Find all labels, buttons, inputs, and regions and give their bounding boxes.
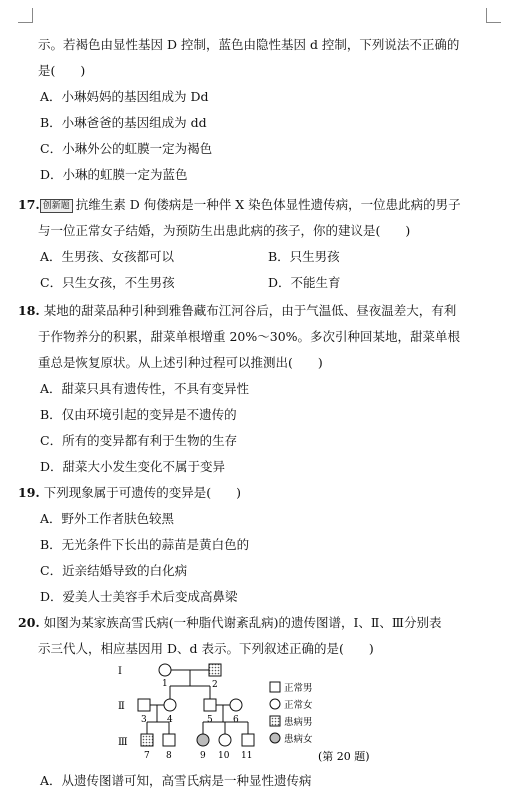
q19-line1: [18, 484, 241, 502]
q18-option-d: D．甜菜大小发生变化不属于变异: [40, 459, 226, 474]
q19-option-d: D．爱美人士美容手术后变成高鼻梁: [40, 589, 238, 604]
q20-text1: 如图为某家族高雪氏病(一种脂代谢紊乱病)的遗传图谱，Ⅰ、Ⅱ、Ⅲ分别表: [43, 615, 442, 630]
q18-text1: 某地的甜菜品种引种到雅鲁藏布江河谷后，由于气温低、昼夜温差大，有利: [43, 303, 457, 318]
id-label-7: 7: [144, 751, 150, 761]
id-label-9: 9: [200, 751, 206, 761]
individual-8-normal-male: [163, 734, 175, 746]
q19-number: 19.: [18, 485, 40, 500]
q20-line2: 示三代人，相应基因用 D、d 表示。下列叙述正确的是( ): [38, 641, 374, 656]
innovation-tag: 创新题: [40, 199, 73, 213]
q18-line1: [18, 302, 456, 320]
id-label-2: 2: [212, 680, 218, 690]
legend-normal-female-symbol: [270, 699, 280, 709]
pedigree-chart: [112, 660, 432, 776]
individual-5-normal-male: [204, 699, 216, 711]
q18-line3: 重总是恢复原状。从上述引种过程可以推测出( ): [38, 355, 323, 370]
q18-line2: 于作物养分的积累，甜菜单根增重 20%～30%。多次引种回某地，甜菜单根: [38, 329, 461, 344]
q16-option-a: A．小琳妈妈的基因组成为 Dd: [40, 89, 209, 104]
id-label-3: 3: [141, 715, 147, 725]
legend-normal-female: 正常女: [284, 700, 313, 711]
legend-normal-male-symbol: [270, 682, 280, 692]
q18-number: 18.: [18, 303, 40, 318]
individual-10-normal-female: [219, 734, 231, 746]
q18-option-a: A．甜菜只具有遗传性，不具有变异性: [40, 381, 250, 396]
legend-affected-female-symbol: [270, 733, 280, 743]
id-label-11: 11: [241, 751, 253, 761]
legend-normal-male: 正常男: [284, 683, 313, 694]
individual-3-normal-male: [138, 699, 150, 711]
legend-affected-male-symbol: [270, 716, 280, 726]
id-label-10: 10: [218, 751, 230, 761]
individual-7-affected-male: [141, 734, 153, 746]
q18-option-c: C．所有的变异都有利于生物的生存: [40, 433, 238, 448]
id-label-6: 6: [233, 715, 239, 725]
q17-option-a: A．生男孩、女孩都可以: [40, 249, 175, 264]
id-label-5: 5: [207, 715, 213, 725]
q17-text1: 抗维生素 D 佝偻病是一种伴 X 染色体显性遗传病，一位患此病的男子: [75, 197, 461, 212]
q16-line1: 示。若褐色由显性基因 D 控制，蓝色由隐性基因 d 控制，下列说法不正确的: [38, 37, 460, 52]
q19-text1: 下列现象属于可遗传的变异是( ): [43, 485, 241, 500]
figure-caption: (第 20 题): [318, 750, 370, 763]
q17-option-c: C．只生女孩，不生男孩: [40, 275, 175, 290]
generation-label-1: Ⅰ: [118, 666, 122, 677]
q17-number: 17.: [18, 197, 40, 212]
individual-9-affected-female: [197, 734, 209, 746]
q16-line2: 是( ): [38, 63, 86, 78]
individual-11-normal-male: [242, 734, 254, 746]
id-label-4: 4: [167, 715, 173, 725]
q20-number: 20.: [18, 615, 40, 630]
page-corner-mark-right: [486, 8, 501, 23]
generation-label-2: Ⅱ: [118, 701, 125, 712]
individual-4-normal-female: [164, 699, 176, 711]
q18-option-b: B．仅由环境引起的变异是不遗传的: [40, 407, 237, 422]
q17-line1: [18, 196, 461, 214]
legend-affected-female: 患病女: [284, 734, 313, 745]
individual-2-affected-male: [209, 664, 221, 676]
individual-1-normal-female: [159, 664, 171, 676]
q16-option-d: D．小琳的虹膜一定为蓝色: [40, 167, 188, 182]
q16-option-b: B．小琳爸爸的基因组成为 dd: [40, 115, 207, 130]
q17-line2: 与一位正常女子结婚，为预防生出患此病的孩子，你的建议是( ): [38, 223, 411, 238]
q19-option-a: A．野外工作者肤色较黑: [40, 511, 175, 526]
q16-option-c: C．小琳外公的虹膜一定为褐色: [40, 141, 213, 156]
q19-option-b: B．无光条件下长出的蒜苗是黄白色的: [40, 537, 250, 552]
q19-option-c: C．近亲结婚导致的白化病: [40, 563, 188, 578]
id-label-8: 8: [166, 751, 172, 761]
q17-option-b: B．只生男孩: [268, 249, 340, 264]
id-label-1: 1: [162, 679, 168, 689]
q17-option-d: D．不能生育: [268, 275, 341, 290]
q20-line1: [18, 614, 441, 632]
generation-label-3: Ⅲ: [118, 737, 128, 748]
legend-affected-male: 患病男: [284, 717, 313, 728]
individual-6-normal-female: [230, 699, 242, 711]
q20-option-a: A．从遗传图谱可知，高雪氏病是一种显性遗传病: [40, 773, 312, 788]
page-corner-mark-left: [18, 8, 33, 23]
